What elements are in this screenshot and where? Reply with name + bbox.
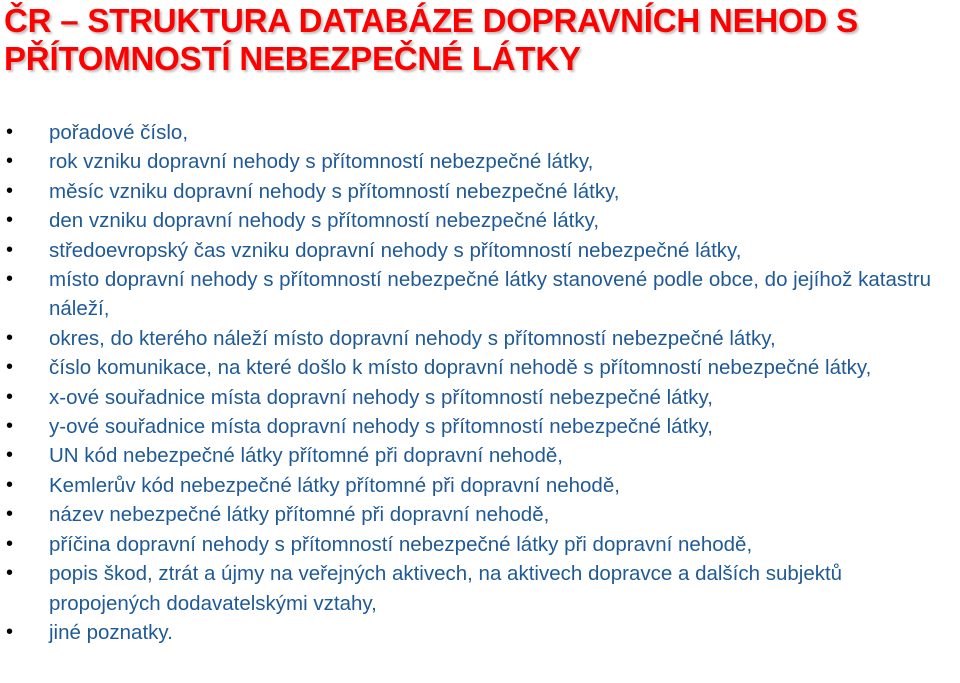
bullet-icon: •: [6, 179, 14, 202]
bullet-text: Kemlerův kód nebezpečné látky přítomné při dopravní nehodě,: [49, 473, 620, 497]
bullet-icon: •: [6, 385, 14, 408]
bullet-item: [0, 559, 950, 618]
bullet-item: [0, 118, 950, 147]
bullet-item: [0, 236, 950, 265]
bullet-icon: •: [6, 150, 14, 173]
bullet-text: pořadové číslo,: [49, 121, 189, 144]
bullet-text: okres, do kterého náleží místo dopravní nehody s přítomností nebezpečné látky,: [49, 326, 776, 350]
bullet-text: příčina dopravní nehody s přítomností nebezpečné látky při dopravní nehodě,: [49, 532, 753, 556]
bullet-text: rok vzniku dopravní nehody s přítomností nebezpečné látky,: [49, 150, 594, 174]
bullet-text: číslo komunikace, na které došlo k místo dopravní nehodě s přítomností nebezpečné látky,: [49, 356, 872, 380]
bullet-icon: •: [6, 356, 14, 379]
bullet-item: [0, 471, 950, 500]
bullet-item: [0, 500, 950, 529]
bullet-icon: •: [6, 238, 14, 261]
bullet-item: [0, 412, 950, 441]
bullet-item: [0, 530, 950, 559]
bullet-item: [0, 206, 950, 235]
bullet-icon: •: [6, 268, 14, 291]
bullet-icon: •: [6, 326, 14, 349]
bullet-item: [0, 177, 950, 206]
bullet-icon: •: [6, 620, 14, 643]
bullet-icon: •: [6, 532, 14, 555]
bullet-icon: •: [6, 473, 14, 496]
bullet-item: [0, 147, 950, 176]
bullet-icon: •: [6, 503, 14, 526]
bullet-text: název nebezpečné látky přítomné při dopravní nehodě,: [49, 503, 550, 527]
bullet-list: [0, 118, 950, 647]
slide-title: ČR – STRUKTURA DATABÁZE DOPRAVNÍCH NEHOD S PŘÍTOMNOSTÍ NEBEZPEČNÉ LÁTKY: [4, 2, 858, 77]
bullet-item: [0, 265, 950, 324]
bullet-text: popis škod, ztrát a újmy na veřejných aktivech, na aktivech dopravce a dalších subjektů propojených dodavatelskými vztahy,: [49, 562, 843, 615]
bullet-text: měsíc vzniku dopravní nehody s přítomností nebezpečné látky,: [49, 179, 620, 203]
bullet-icon: •: [6, 121, 14, 143]
bullet-item: [0, 383, 950, 412]
bullet-text: x-ové souřadnice místa dopravní nehody s přítomností nebezpečné látky,: [49, 385, 713, 409]
bullet-icon: •: [6, 444, 14, 467]
bullet-icon: •: [6, 209, 14, 232]
bullet-text: jiné poznatky.: [49, 620, 173, 644]
bullet-text: y-ové souřadnice místa dopravní nehody s přítomností nebezpečné látky,: [49, 415, 713, 439]
bullet-text: místo dopravní nehody s přítomností nebezpečné látky stanovené podle obce, do jejíhož katastru náleží,: [49, 268, 932, 321]
bullet-icon: •: [6, 562, 14, 585]
bullet-item: [0, 618, 950, 647]
bullet-item: [0, 353, 950, 382]
bullet-text: středoevropský čas vzniku dopravní nehody s přítomností nebezpečné látky,: [49, 238, 742, 262]
bullet-item: [0, 324, 950, 353]
bullet-item: [0, 441, 950, 470]
bullet-icon: •: [6, 415, 14, 438]
bullet-text: UN kód nebezpečné látky přítomné při dopravní nehodě,: [49, 444, 563, 468]
bullet-text: den vzniku dopravní nehody s přítomností nebezpečné látky,: [49, 209, 600, 233]
